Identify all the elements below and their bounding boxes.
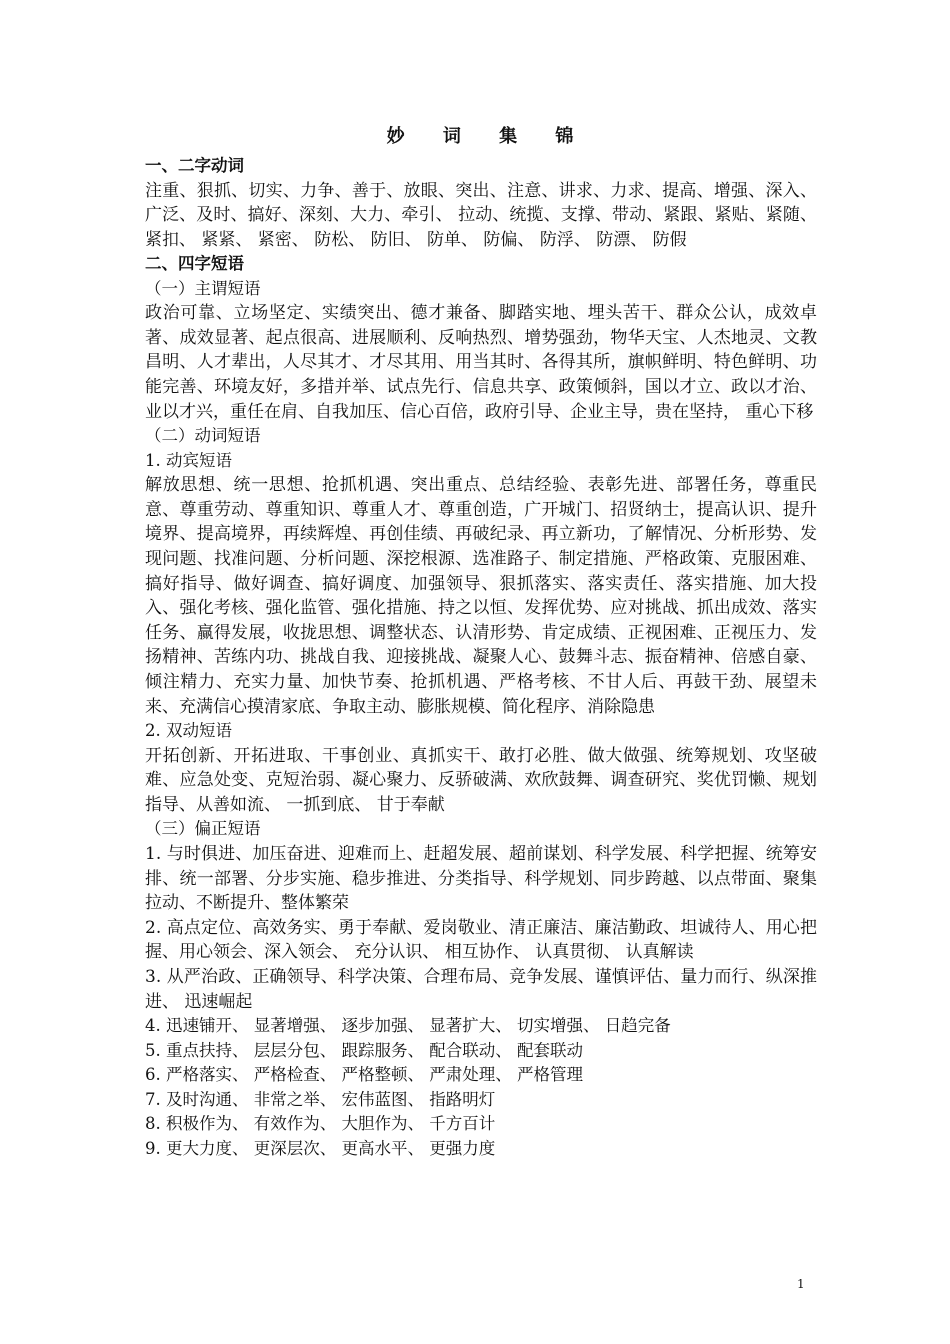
paragraph-modifier-1: 1. 与时俱进、加压奋进、迎难而上、赶超发展、超前谋划、科学发展、科学把握、统筹安排、统一部署、分步实施、稳步推进、分类指导、科学规划、同步跨越、以点带面、聚集拉动、不断提升、整体繁荣 [145,843,817,914]
item-heading-double-verb: 2. 双动短语 [145,721,232,741]
section-heading-two-char-verbs: 一、二字动词 [145,156,244,175]
paragraph-double-verb: 开拓创新、开拓进取、干事创业、真抓实干、敢打必胜、做大做强、统筹规划、攻坚破难、应急处变、克短治弱、凝心聚力、反骄破满、欢欣鼓舞、调查研究、奖优罚懒、规划指导、从善如流、 一抓到底、 甘于奉献 [145,745,817,815]
paragraph-modifier-2: 2. 高点定位、高效务实、勇于奉献、爱岗敬业、清正廉洁、廉洁勤政、坦诚待人、用心把握、用心领会、深入领会、 充分认识、 相互协作、 认真贯彻、 认真解读 [145,917,817,963]
list-item-modifier-7: 7. 及时沟通、 非常之举、 宏伟蓝图、 指路明灯 [145,1089,496,1109]
list-item-modifier-9: 9. 更大力度、 更深层次、 更高水平、 更强力度 [145,1138,496,1158]
subheading-subject-predicate: （一）主谓短语 [145,278,261,298]
paragraph-modifier-3: 3. 从严治政、正确领导、科学决策、合理布局、竞争发展、谨慎评估、量力而行、纵深推进、 迅速崛起 [145,966,817,1012]
list-item-modifier-8: 8. 积极作为、 有效作为、 大胆作为、 千方百计 [145,1114,496,1134]
list-item-modifier-4: 4. 迅速铺开、 显著增强、 逐步加强、 显著扩大、 切实增强、 日趋完备 [145,1016,671,1036]
subheading-modifier-phrases: （三）偏正短语 [145,819,261,839]
list-item-modifier-6: 6. 严格落实、 严格检查、 严格整顿、 严肃处理、 严格管理 [145,1065,583,1085]
paragraph-two-char-verbs: 注重、狠抓、切实、力争、善于、放眼、突出、注意、讲求、力求、提高、增强、深入、广泛、及时、搞好、深刻、大力、牵引、 拉动、统揽、支撑、带动、紧跟、紧贴、紧随、紧扣、 紧紧、 紧密、 防松、 防旧、 防单、 防偏、 防浮、 防漂、 防假 [145,180,817,250]
paragraph-subject-predicate: 政治可靠、立场坚定、实绩突出、德才兼备、脚踏实地、埋头苦干、群众公认，成效卓著、成效显著、起点很高、进展顺利、反响热烈、增势强劲，物华天宝、人杰地灵、文教昌明、人才辈出，人尽其才、才尽其用、用当其时、各得其所，旗帜鲜明、特色鲜明、功能完善、环境友好，多措并举、试点先行、信息共享、政策倾斜，国以才立、政以才治、业以才兴，重任在肩、自我加压、信心百倍，政府引导、企业主导，贵在坚持， 重心下移 [145,303,817,422]
page-number: 1 [797,1277,805,1291]
document-body [145,124,817,1161]
item-heading-verb-object: 1. 动宾短语 [145,450,232,470]
list-item-modifier-5: 5. 重点扶持、 层层分包、 跟踪服务、 配合联动、 配套联动 [145,1040,583,1060]
subheading-verb-phrases: （二）动词短语 [145,426,261,446]
document-title: 妙 词 集 锦 [386,126,590,147]
section-heading-four-char-phrases: 二、四字短语 [145,254,244,274]
paragraph-verb-object: 解放思想、统一思想、抢抓机遇、突出重点、总结经验、表彰先进、部署任务，尊重民意、尊重劳动、尊重知识、尊重人才、尊重创造，广开城门、招贤纳士，提高认识、提升境界、提高境界，再续辉煌、再创佳绩、再破纪录、再立新功，了解情况、分析形势、发现问题、找准问题、分析问题、深挖根源、选准路子、制定措施、严格政策、克服困难、搞好指导、做好调查、搞好调度、加强领导、狠抓落实、落实责任、落实措施、加大投入、强化考核、强化监管、强化措施、持之以恒、发挥优势、应对挑战、抓出成效、落实任务、赢得发展，收拢思想、调整状态、认清形势、肯定成绩、正视困难、正视压力、发扬精神、苦练内功、挑战自我、迎接挑战、凝聚人心、鼓舞斗志、振奋精神、倍感自豪、倾注精力、充实力量、加快节奏、抢抓机遇、严格考核、不甘人后、再鼓干劲、展望未来、充满信心摸清家底、争取主动、膨胀规模、简化程序、消除隐患 [145,475,817,717]
